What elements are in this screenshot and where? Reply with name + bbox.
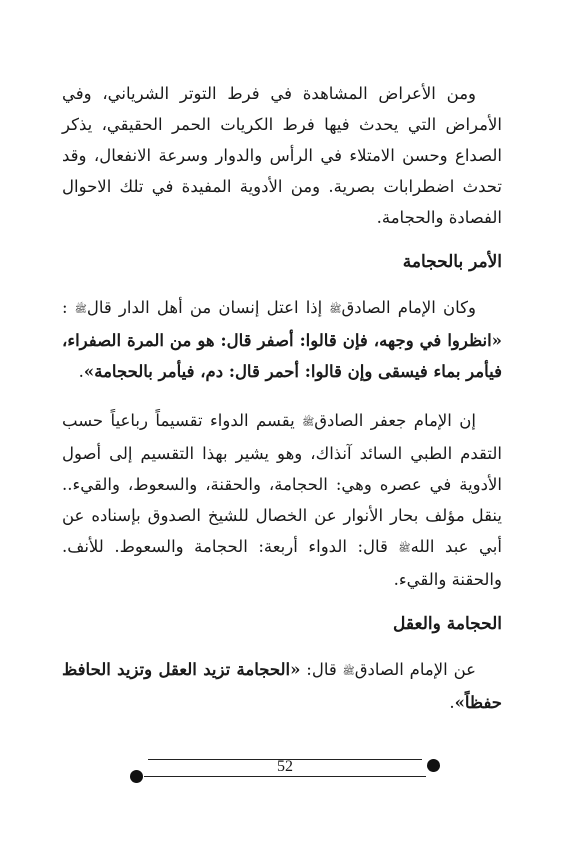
honorific-symbol: ﷺ	[302, 417, 315, 428]
page-number: 52	[277, 758, 293, 775]
text-run: إذا اعتل إنسان من أهل الدار قال	[86, 298, 330, 317]
paragraph-intro: ومن الأعراض المشاهدة في فرط التوتر الشرياني، وفي الأمراض التي يحدث فيها فرط الكريات الحمر الحقيقي، يذكر الصداع وحسن الامتلاء في الرأس والدوار وسرعة الانفعال، وقد تحدث اضطرابات بصرية. ومن الأدوية المفيدة في تلك الاحوال الفصادة والحجامة.	[62, 84, 502, 227]
text-run: عن الإمام الصادق	[354, 660, 476, 679]
text-run: :	[62, 298, 75, 317]
text-run: يقسم الدواء تقسيماً رباعياً حسب التقدم الطبي السائد آنذاك، وهو يشير بهذا التقسيم إلى أصول الأدوية في عصره وهي: الحجامة، والحقنة، والسعوط، والقيء.. ينقل مؤلف بحار الأنوار عن الخصال للشيخ الصدوق بإسناده عن أبي عبد الله	[62, 411, 502, 556]
quote-bold: «انظروا في وجهه، فإن قالوا: أصفر قال: هو من المرة الصفراء، فيأمر بماء فيسقى وإن قالوا: أحمر قال: دم، فيأمر بالحجامة»	[62, 331, 502, 381]
text-run: وكان الإمام الصادق	[341, 298, 476, 317]
paragraph-imam-sadiq-quote	[62, 292, 502, 387]
honorific-symbol: ﷺ	[398, 543, 411, 554]
quote-bold: «الحجامة تزيد العقل وتزيد الحافظ حفظاً»	[62, 660, 502, 712]
honorific-symbol: ﷺ	[342, 666, 355, 677]
paragraph-cupping-mind-quote	[62, 654, 502, 718]
paragraph-medicine-division	[62, 405, 502, 595]
section-heading-cupping-mind: الحجامة والعقل	[393, 614, 502, 634]
honorific-symbol: ﷺ	[74, 304, 87, 315]
text-run: .	[449, 693, 455, 712]
page-body	[62, 78, 502, 718]
honorific-symbol: ﷺ	[329, 304, 342, 315]
page-footer	[130, 755, 440, 785]
text-run: إن الإمام جعفر الصادق	[314, 411, 476, 430]
section-heading-cupping-order: الأمر بالحجامة	[402, 252, 502, 272]
text-run: قال:	[300, 660, 343, 679]
text-run: قال: الدواء أربعة: الحجامة والسعوط. للأنف. والحقنة والقيء.	[62, 537, 502, 589]
text-run: .	[78, 362, 84, 381]
footer-rule-bottom	[144, 776, 426, 777]
